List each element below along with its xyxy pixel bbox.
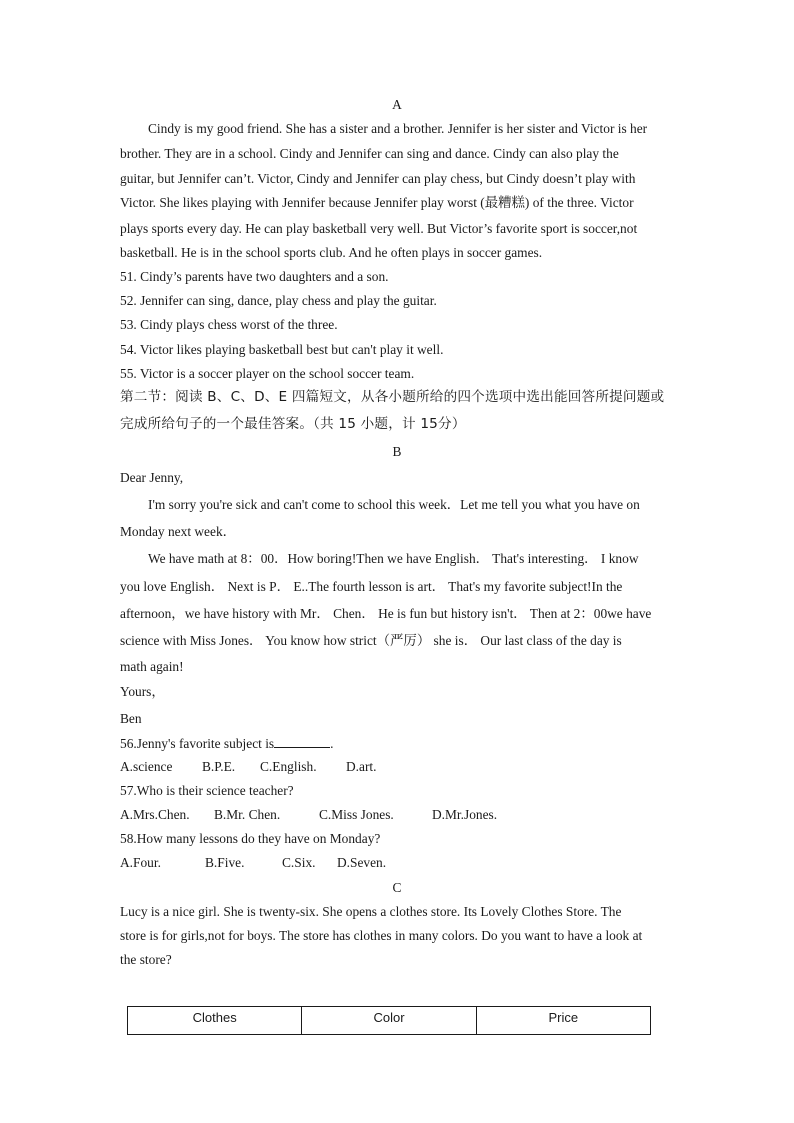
letter-line: I'm sorry you're sick and can't come to school this week．Let me tell you what you have on xyxy=(148,497,640,512)
question-56-end: . xyxy=(330,736,334,751)
section-2-instruction: 第二节：阅读 B、C、D、E 四篇短文，从各小题所给的四个选项中选出能回答所提问题或 xyxy=(120,389,665,405)
question-51: 51. Cindy’s parents have two daughters and a son. xyxy=(120,269,389,284)
letter-line: science with Miss Jones． You know how strict（严厉） she is． Our last class of the day is xyxy=(120,633,622,648)
table-header-cell: Clothes xyxy=(128,1007,302,1035)
passage-a-line: Cindy is my good friend. She has a sister and a brother. Jennifer is her sister and Victor is her xyxy=(148,121,648,136)
question-56-stem: 56.Jenny's favorite subject is xyxy=(120,736,275,751)
letter-line: you love English． Next is P． E..The fourth lesson is art． That's my favorite subject!In the xyxy=(120,579,623,594)
question-54: 54. Victor likes playing basketball best but can't play it well. xyxy=(120,342,444,357)
passage-a-line: plays sports every day. He can play basketball very well. But Victor’s favorite sport is soccer,not xyxy=(120,221,638,236)
question-53: 53. Cindy plays chess worst of the three. xyxy=(120,317,338,332)
section-2-instruction: 完成所给句子的一个最佳答案。（共 15 小题，计 15分） xyxy=(120,416,466,432)
option-a: A.science xyxy=(120,759,173,774)
letter-line: math again! xyxy=(120,659,184,674)
question-52: 52. Jennifer can sing, dance, play chess and play the guitar. xyxy=(120,293,437,308)
option-a: A.Four. xyxy=(120,855,161,870)
question-57: 57.Who is their science teacher? xyxy=(120,783,294,798)
option-d: D.Mr.Jones. xyxy=(432,807,498,822)
option-d: D.Seven. xyxy=(337,855,387,870)
table-header-cell: Color xyxy=(302,1007,476,1035)
passage-a-line: brother. They are in a school. Cindy and Jennifer can sing and dance. Cindy can also play the xyxy=(120,146,619,161)
option-b: B.Mr. Chen. xyxy=(214,807,281,822)
question-55: 55. Victor is a soccer player on the school soccer team. xyxy=(120,366,415,381)
option-b: B.Five. xyxy=(205,855,245,870)
table-header-cell: Price xyxy=(476,1007,650,1035)
table-header-row xyxy=(128,1007,651,1035)
letter-salutation: Dear Jenny, xyxy=(120,470,184,485)
letter-signature: Ben xyxy=(120,711,142,726)
option-c: C.English. xyxy=(260,759,317,774)
passage-c-line: Lucy is a nice girl. She is twenty-six. She opens a clothes store. Its Lovely Clothes Store. The xyxy=(120,904,622,919)
question-56 xyxy=(120,736,334,750)
question-58: 58.How many lessons do they have on Monday? xyxy=(120,831,381,846)
option-d: D.art. xyxy=(346,759,377,774)
answer-blank xyxy=(274,736,330,748)
letter-line: Monday next week． xyxy=(120,524,237,539)
letter-line: afternoon，we have history with Mr． Chen． He is fun but history isn't． Then at 2：00we have xyxy=(120,606,652,621)
passage-a-line: Victor. She likes playing with Jennifer because Jennifer play worst (最糟糕) of the three. Victor xyxy=(120,195,634,210)
passage-a-line: basketball. He is in the school sports club. And he often plays in soccer games. xyxy=(120,245,543,260)
option-a: A.Mrs.Chen. xyxy=(120,807,190,822)
passage-c-line: store is for girls,not for boys. The store has clothes in many colors. Do you want to have a look at xyxy=(120,928,643,943)
letter-closing: Yours， xyxy=(120,684,165,699)
option-b: B.P.E. xyxy=(202,759,236,774)
passage-c-line: the store? xyxy=(120,952,172,967)
letter-line: We have math at 8：00．How boring!Then we have English． That's interesting． I know xyxy=(148,551,639,566)
section-c-heading: C xyxy=(392,880,402,895)
section-b-heading: B xyxy=(392,444,402,459)
section-a-heading: A xyxy=(392,97,402,112)
option-c: C.Miss Jones. xyxy=(319,807,394,822)
passage-a-line: guitar, but Jennifer can’t. Victor, Cindy and Jennifer can play chess, but Cindy doesn’t play with xyxy=(120,171,636,186)
clothes-table xyxy=(127,1006,651,1035)
option-c: C.Six. xyxy=(282,855,316,870)
